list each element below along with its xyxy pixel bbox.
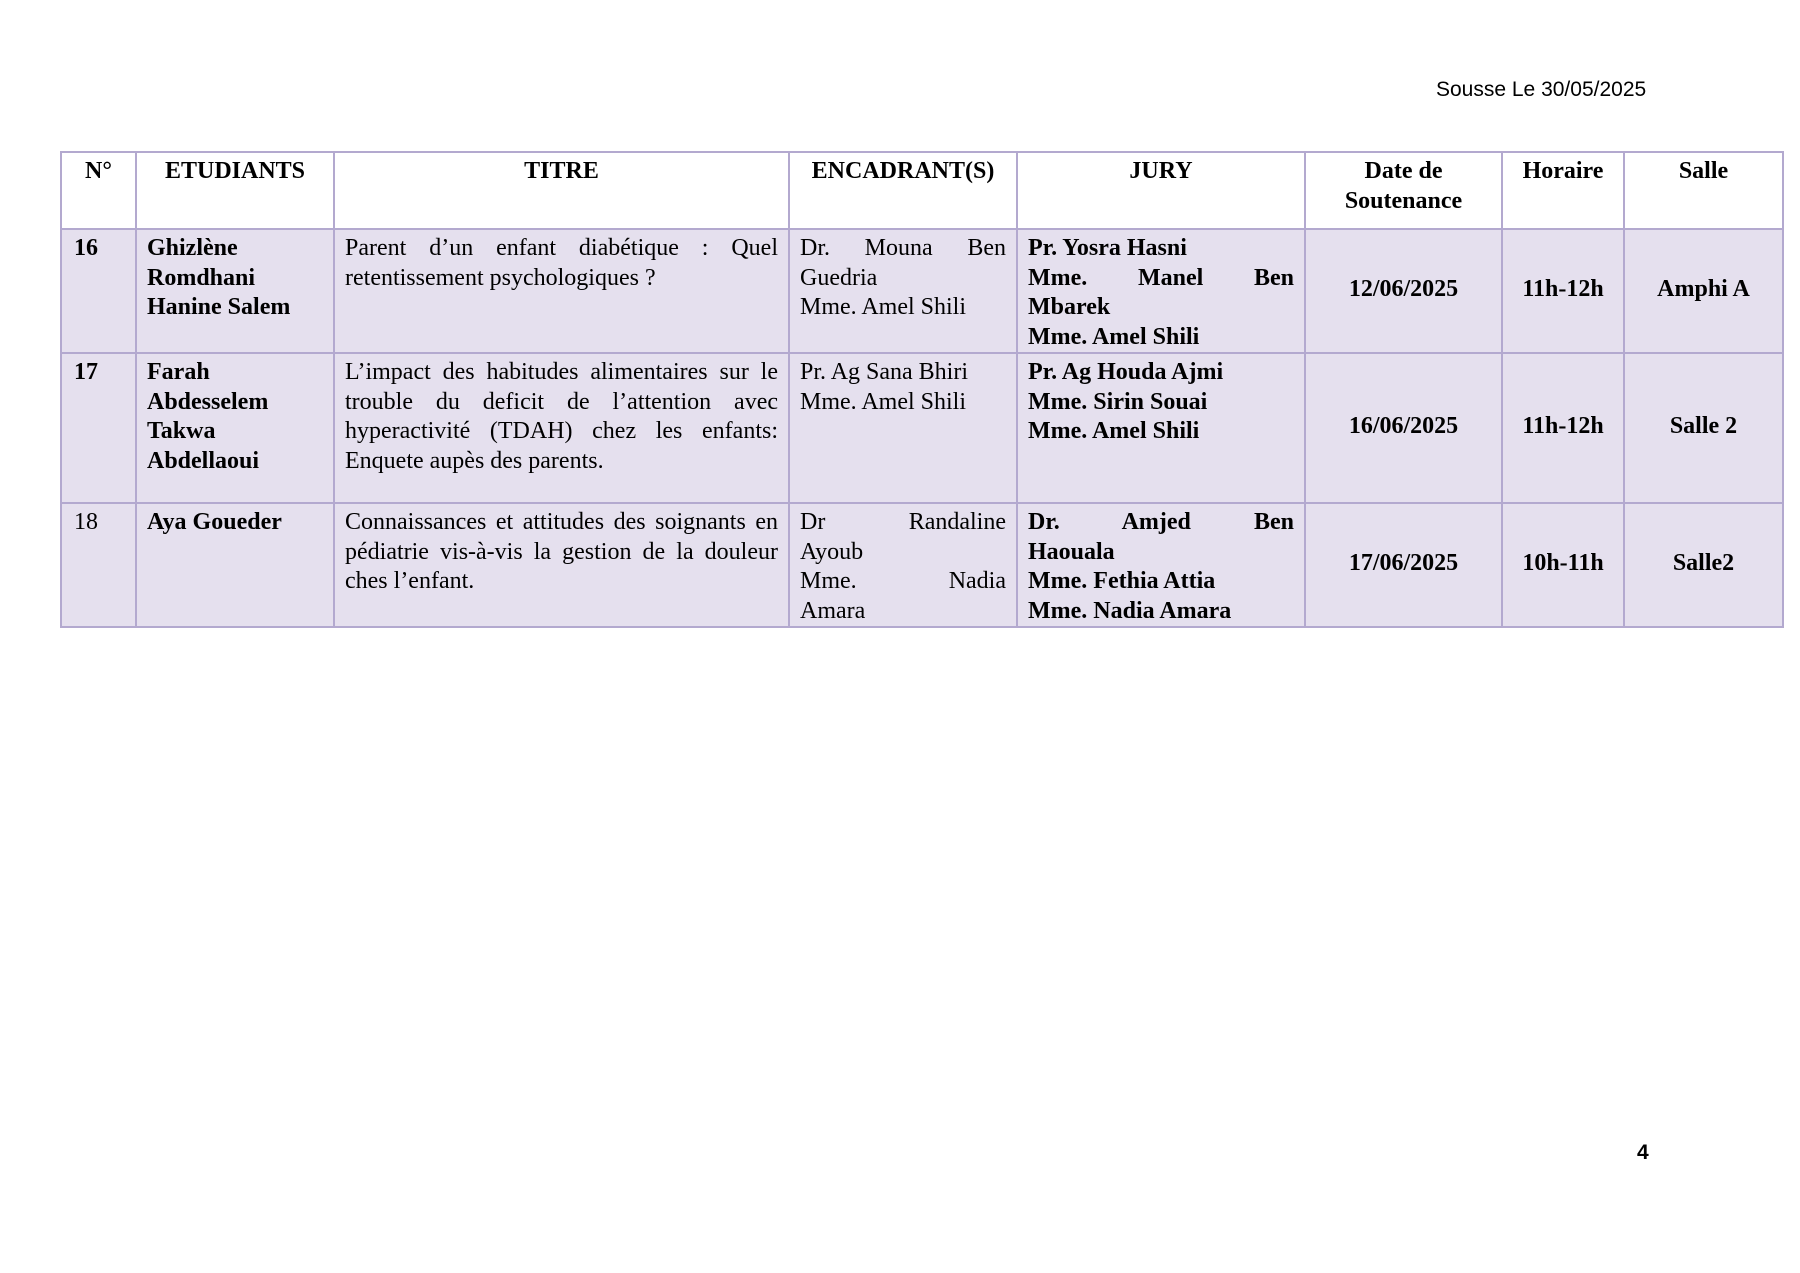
supervisor-name: Mme. Nadia bbox=[800, 568, 1006, 594]
header-jury: JURY bbox=[1017, 152, 1305, 229]
jury-cell bbox=[1017, 229, 1305, 353]
header-date bbox=[1305, 152, 1502, 229]
supervisors-cell bbox=[789, 353, 1017, 503]
thesis-title: L’impact des habitudes alimentaires sur le trouble du deficit de l’attention avec hyperactivité (TDAH) chez les enfants: Enquete aupès des parents. bbox=[334, 353, 789, 503]
student-name: Ghizlène bbox=[147, 235, 238, 261]
table-header-row bbox=[61, 152, 1783, 229]
defense-time-text: 11h-12h bbox=[1522, 276, 1604, 303]
jury-cell bbox=[1017, 353, 1305, 503]
defense-time bbox=[1502, 353, 1624, 503]
jury-member: Mme. Fethia Attia bbox=[1028, 568, 1216, 594]
students-cell bbox=[136, 503, 334, 627]
student-name: Takwa bbox=[147, 418, 216, 444]
defense-room-text: Salle 2 bbox=[1669, 413, 1738, 440]
jury-member: Dr. Amjed Ben bbox=[1028, 509, 1294, 535]
student-name: Aya Goueder bbox=[147, 509, 282, 535]
supervisor-name: Pr. Ag Sana Bhiri bbox=[800, 359, 969, 385]
student-name: Farah bbox=[147, 359, 210, 385]
page-number: 4 bbox=[1637, 1141, 1649, 1164]
header-date-line2: Soutenance bbox=[1344, 187, 1463, 214]
jury-member: Mme. Manel Ben bbox=[1028, 264, 1294, 291]
header-etudiants: ETUDIANTS bbox=[136, 152, 334, 229]
defense-date-text: 16/06/2025 bbox=[1348, 413, 1459, 440]
row-number: 18 bbox=[61, 503, 136, 627]
student-name: Romdhani bbox=[147, 264, 256, 291]
student-name: Abdesselem bbox=[147, 388, 269, 415]
jury-member: Mme. Amel Shili bbox=[1028, 418, 1200, 444]
supervisor-name: Dr Randaline bbox=[800, 509, 1006, 535]
students-cell bbox=[136, 229, 334, 353]
defense-time-text: 10h-11h bbox=[1522, 550, 1604, 577]
defense-date-text: 17/06/2025 bbox=[1348, 550, 1459, 577]
supervisor-name: Mme. Amel Shili bbox=[800, 388, 967, 415]
jury-member: Pr. Yosra Hasni bbox=[1028, 235, 1187, 261]
supervisors-cell bbox=[789, 503, 1017, 627]
defense-date bbox=[1305, 503, 1502, 627]
supervisor-name: Mme. Amel Shili bbox=[800, 294, 967, 320]
thesis-title: Connaissances et attitudes des soignants en pédiatrie vis-à-vis la gestion de la douleur ches l’enfant. bbox=[334, 503, 789, 627]
student-name: Abdellaoui bbox=[147, 447, 260, 474]
supervisor-name: Guedria bbox=[800, 264, 878, 291]
jury-member: Mme. Sirin Souai bbox=[1028, 388, 1208, 415]
header-salle: Salle bbox=[1624, 152, 1783, 229]
jury-member: Mme. Nadia Amara bbox=[1028, 597, 1232, 624]
defense-room-text: Amphi A bbox=[1657, 276, 1750, 303]
supervisor-name: Dr. Mouna Ben bbox=[800, 235, 1006, 261]
header-num: N° bbox=[61, 152, 136, 229]
defense-room-text: Salle2 bbox=[1672, 550, 1735, 577]
defense-schedule-table bbox=[60, 151, 1784, 628]
defense-room bbox=[1624, 503, 1783, 627]
defense-date-text: 12/06/2025 bbox=[1348, 276, 1459, 303]
header-horaire: Horaire bbox=[1502, 152, 1624, 229]
header-date-line1: Date de bbox=[1364, 158, 1443, 184]
jury-member: Mbarek bbox=[1028, 294, 1111, 320]
supervisor-name: Ayoub bbox=[800, 538, 864, 565]
defense-time bbox=[1502, 503, 1624, 627]
defense-room bbox=[1624, 229, 1783, 353]
jury-member: Haouala bbox=[1028, 538, 1115, 565]
defense-room bbox=[1624, 353, 1783, 503]
row-number: 17 bbox=[61, 353, 136, 503]
defense-time-text: 11h-12h bbox=[1522, 413, 1604, 440]
table-row bbox=[61, 229, 1783, 353]
document-date: Sousse Le 30/05/2025 bbox=[1436, 78, 1647, 101]
table-row bbox=[61, 503, 1783, 627]
jury-member: Pr. Ag Houda Ajmi bbox=[1028, 359, 1224, 385]
header-encadrants: ENCADRANT(S) bbox=[789, 152, 1017, 229]
supervisors-cell bbox=[789, 229, 1017, 353]
defense-date bbox=[1305, 229, 1502, 353]
thesis-title: Parent d’un enfant diabétique : Quel retentissement psychologiques ? bbox=[334, 229, 789, 353]
supervisor-name: Amara bbox=[800, 597, 866, 624]
jury-member: Mme. Amel Shili bbox=[1028, 323, 1200, 350]
students-cell bbox=[136, 353, 334, 503]
jury-cell bbox=[1017, 503, 1305, 627]
defense-time bbox=[1502, 229, 1624, 353]
defense-date bbox=[1305, 353, 1502, 503]
table-row bbox=[61, 353, 1783, 503]
header-titre: TITRE bbox=[334, 152, 789, 229]
row-number: 16 bbox=[61, 229, 136, 353]
student-name: Hanine Salem bbox=[147, 294, 291, 320]
